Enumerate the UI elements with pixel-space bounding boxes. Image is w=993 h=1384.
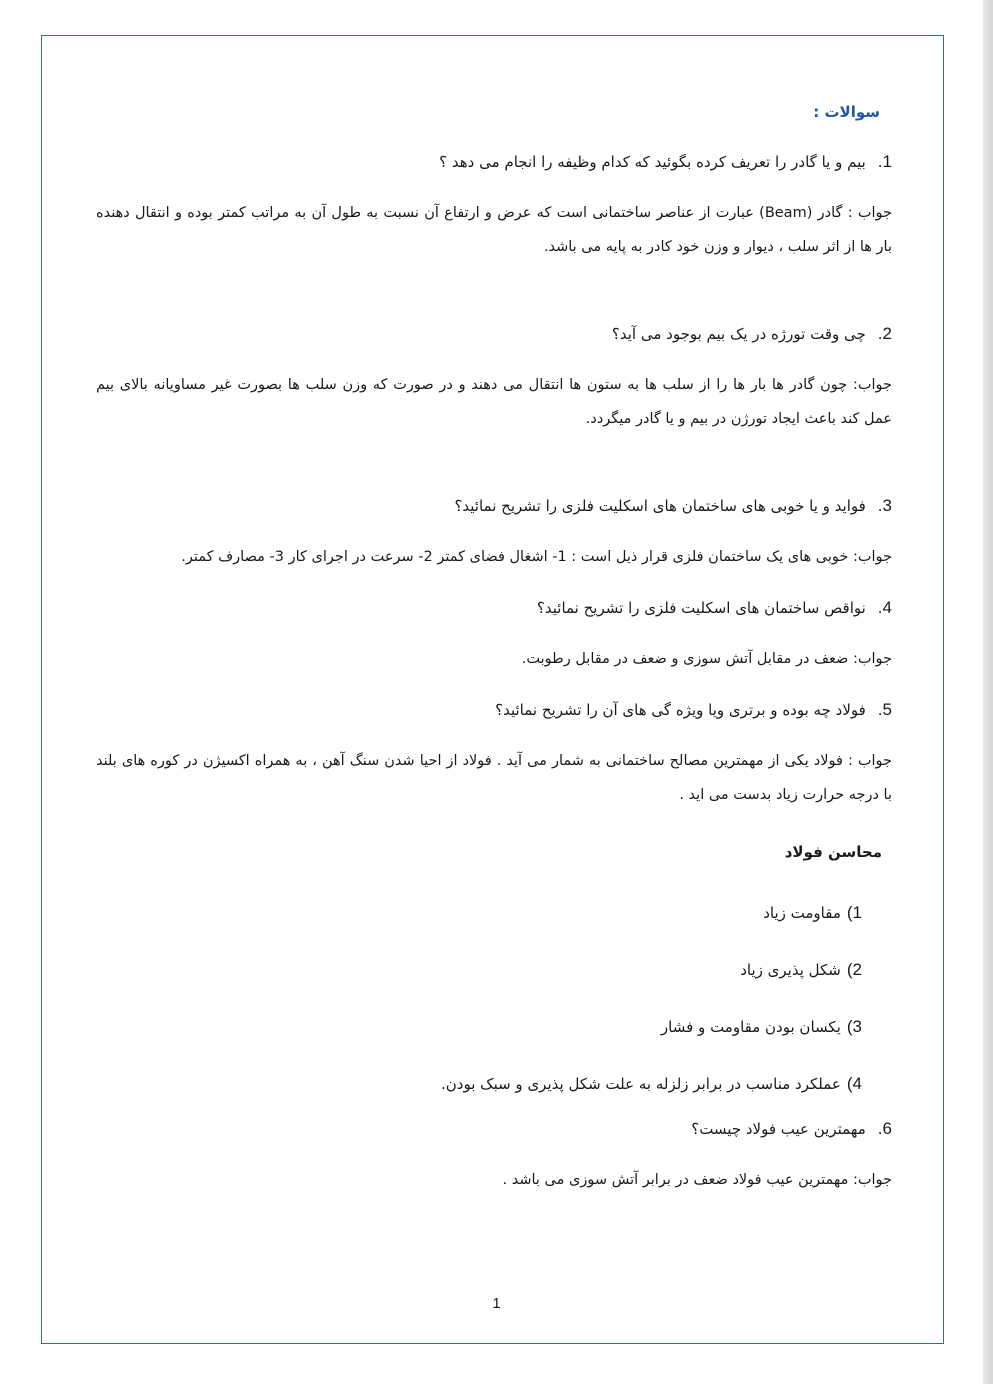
page-number: 1: [492, 1295, 501, 1312]
list-item: 4) عملکرد مناسب در برابر زلزله به علت شکل پذیری و سبک بودن.: [440, 1073, 862, 1093]
answer-6: جواب: مهمترین عیب فولاد ضعف در برابر آتش سوزی می باشد .: [502, 1172, 892, 1188]
answer-5: جواب : فولاد یکی از مهمترین مصالح ساختمانی به شمار می آید . فولاد از احیا شدن سنگ آهن ، به همراه اکسیژن در کوره های بلند با درجه حرارت زیاد بدست می اید .: [96, 753, 892, 803]
advantages-title: محاسن فولاد: [784, 843, 882, 861]
answer-3: جواب: خوبی های یک ساختمان فلزی قرار ذیل است : 1- اشغال فضای کمتر 2- سرعت در اجرای کار 3- مصارف کمتر.: [181, 549, 892, 565]
document-body: [96, 95, 892, 1197]
list-item: 3) یکسان بودن مقاومت و فشار: [660, 1016, 862, 1036]
question-4: 4. نواقص ساختمان های اسکلیت فلزی را تشریح نمائید؟: [536, 598, 892, 617]
answer-2: جواب: چون گادر ها بار ها را از سلب ها به ستون ها انتقال می دهند و در صورت که وزن سلب ها بصورت غیر مساویانه بالای بیم عمل کند باعث ایجاد تورژن در بیم و یا گادر میگردد.: [96, 377, 892, 427]
question-6: 6. مهمترین عیب فولاد چیست؟: [691, 1119, 892, 1138]
answer-1: جواب : گادر (Beam) عبارت از عناصر ساختمانی است که عرض و ارتفاع آن نسبت به طول آن به مراتب کمتر بوده و انتقال دهنده بار ها از اثر سلب ، دیوار و وزن خود کادر به پایه می باشد.: [96, 205, 892, 255]
section-heading: سوالات :: [813, 103, 880, 121]
advantages-list: [96, 884, 892, 1112]
question-1: 1. بیم و یا گادر را تعریف کرده بگوئید که کدام وظیفه را انجام می دهد ؟: [439, 152, 892, 171]
list-item: 2) شکل پذیری زیاد: [740, 959, 862, 979]
answer-4: جواب: ضعف در مقابل آتش سوزی و ضعف در مقابل رطوبت.: [521, 651, 892, 667]
viewer-scrollbar-track[interactable]: [983, 0, 993, 1384]
question-2: 2. چی وقت تورژه در یک بیم بوجود می آید؟: [611, 324, 892, 343]
list-item: 1) مقاومت زیاد: [763, 902, 862, 922]
question-5: 5. فولاد چه بوده و برتری ویا ویژه گی های آن را تشریح نمائید؟: [495, 700, 892, 719]
question-3: 3. فواید و یا خوبی های ساختمان های اسکلیت فلزی را تشریح نمائید؟: [454, 496, 892, 515]
